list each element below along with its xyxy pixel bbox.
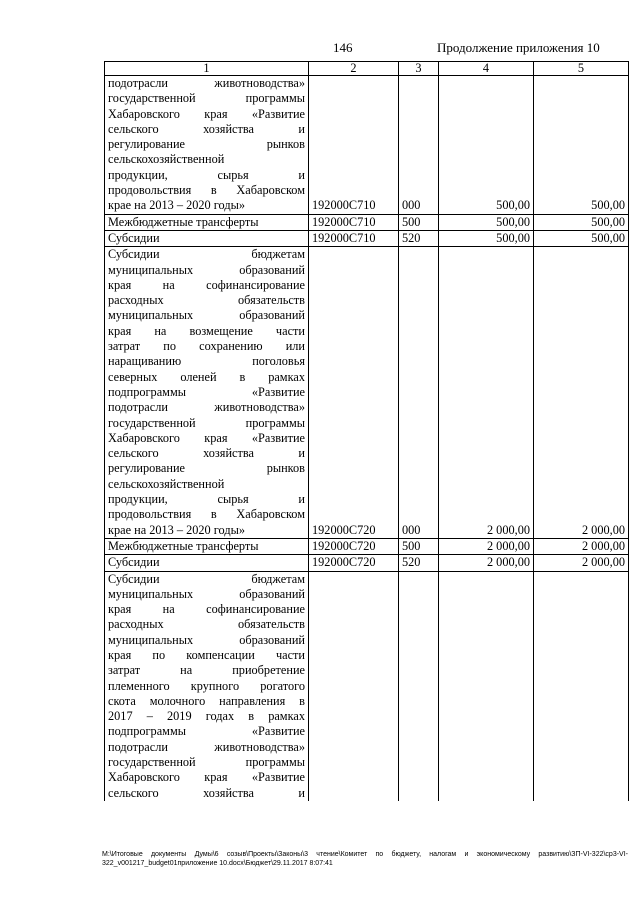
expense-name-line: затрат на приобретение [108, 663, 305, 678]
expense-name-line: края на софинансирование [108, 602, 305, 617]
amount-cell: 500,00 [439, 76, 534, 215]
amount-cell: 2 000,00 [534, 555, 629, 571]
column-header: 4 [439, 62, 534, 76]
expense-name-line: Субсидии бюджетам [108, 247, 305, 262]
table-row [105, 76, 629, 215]
expense-type-cell: 000 [399, 247, 439, 539]
target-code-cell [309, 571, 399, 801]
expense-name-line: Хабаровского края «Развитие [108, 106, 305, 121]
expense-name-cell [105, 76, 309, 215]
target-code-cell: 192000С710 [309, 214, 399, 230]
expense-name-line: продовольствия в Хабаровском [108, 507, 305, 522]
amount-cell: 500,00 [439, 214, 534, 230]
expense-name-line: регулирование рынков [108, 137, 305, 152]
expense-name-line: подотрасли животноводства» [108, 400, 305, 415]
column-header: 1 [105, 62, 309, 76]
amount-cell: 2 000,00 [439, 247, 534, 539]
expense-name-cell [105, 230, 309, 246]
expense-name-line: сельского хозяйства и [108, 785, 305, 800]
target-code-cell: 192000С720 [309, 538, 399, 554]
expense-name-line: подпрограммы «Развитие [108, 384, 305, 399]
expense-type-cell: 520 [399, 555, 439, 571]
target-code-cell: 192000С710 [309, 76, 399, 215]
expense-name-line: муниципальных образований [108, 632, 305, 647]
expense-name-line: Субсидии бюджетам [108, 571, 305, 586]
file-path-footer [102, 850, 628, 868]
expense-name-line: Субсидии [108, 230, 160, 245]
expense-name-line: продовольствия в Хабаровском [108, 183, 305, 198]
expense-name-cell [105, 214, 309, 230]
amount-cell [439, 571, 534, 801]
expense-name-line: государственной программы [108, 91, 305, 106]
expense-name-line: 2017 – 2019 годах в рамках [108, 709, 305, 724]
expense-type-cell: 500 [399, 214, 439, 230]
expense-name-cell [105, 571, 309, 801]
budget-table [104, 61, 629, 801]
column-header: 5 [534, 62, 629, 76]
expense-name-line: регулирование рынков [108, 461, 305, 476]
expense-name-line: Межбюджетные трансферты [108, 538, 259, 553]
expense-name-line: крае на 2013 – 2020 годы» [108, 522, 245, 537]
expense-name-line: скота молочного направления в [108, 693, 305, 708]
amount-cell: 500,00 [439, 230, 534, 246]
target-code-cell: 192000С720 [309, 247, 399, 539]
continuation-note: Продолжение приложения 10 [437, 40, 600, 55]
footer-line: М:\Итоговые документы Думы\6 созыв\Проекты\Законы\3 чтение\Комитет по бюджету, налогам и экономическому развитию\ЗП-VI-322\ср3-VI- [102, 851, 628, 858]
table-row [105, 230, 629, 246]
expense-name-line: подотрасли животноводства» [108, 739, 305, 754]
expense-name-line: края на возмещение части [108, 323, 305, 338]
target-code-cell: 192000С720 [309, 555, 399, 571]
expense-name-line: Межбюджетные трансферты [108, 214, 259, 229]
expense-name-line: края по компенсации части [108, 647, 305, 662]
expense-type-cell: 520 [399, 230, 439, 246]
amount-cell: 2 000,00 [534, 538, 629, 554]
table-row [105, 571, 629, 801]
expense-name-line: муниципальных образований [108, 262, 305, 277]
table-row [105, 247, 629, 539]
expense-name-line: государственной программы [108, 415, 305, 430]
expense-name-cell [105, 538, 309, 554]
expense-name-line: Хабаровского края «Развитие [108, 430, 305, 445]
column-header: 2 [309, 62, 399, 76]
expense-name-line: муниципальных образований [108, 586, 305, 601]
expense-name-line: затрат по сохранению или [108, 339, 305, 354]
table-row [105, 555, 629, 571]
expense-name-line: края на софинансирование [108, 277, 305, 292]
page-number: 146 [333, 40, 353, 55]
expense-name-line: муниципальных образований [108, 308, 305, 323]
expense-name-line: государственной программы [108, 755, 305, 770]
expense-name-cell [105, 555, 309, 571]
expense-name-line: северных оленей в рамках [108, 369, 305, 384]
expense-name-line: сельского хозяйства и [108, 446, 305, 461]
expense-name-line: сельского хозяйства и [108, 121, 305, 136]
expense-name-line: сельскохозяйственной [108, 152, 225, 167]
target-code-cell: 192000С710 [309, 230, 399, 246]
amount-cell: 500,00 [534, 230, 629, 246]
expense-name-line: племенного крупного рогатого [108, 678, 305, 693]
expense-name-line: сельскохозяйственной [108, 476, 225, 491]
expense-name-line: подпрограммы «Развитие [108, 724, 305, 739]
table-row [105, 214, 629, 230]
expense-name-line: Хабаровского края «Развитие [108, 770, 305, 785]
expense-name-line: продукции, сырья и [108, 492, 305, 507]
amount-cell: 500,00 [534, 214, 629, 230]
expense-name-line: Субсидии [108, 555, 160, 570]
amount-cell: 2 000,00 [439, 538, 534, 554]
expense-name-line: расходных обязательств [108, 617, 305, 632]
amount-cell: 2 000,00 [534, 247, 629, 539]
expense-name-cell [105, 247, 309, 539]
expense-name-line: крае на 2013 – 2020 годы» [108, 198, 245, 213]
footer-line: 322_v001217_budget01приложение 10.docx\Бюджет\29.11.2017 8:07:41 [102, 860, 333, 867]
expense-name-line: продукции, сырья и [108, 167, 305, 182]
amount-cell: 500,00 [534, 76, 629, 215]
expense-type-cell [399, 571, 439, 801]
column-header: 3 [399, 62, 439, 76]
expense-type-cell: 000 [399, 76, 439, 215]
amount-cell: 2 000,00 [439, 555, 534, 571]
table-row [105, 538, 629, 554]
amount-cell [534, 571, 629, 801]
table-header-row [105, 62, 629, 76]
expense-name-line: наращиванию поголовья [108, 354, 305, 369]
expense-name-line: подотрасли животноводства» [108, 76, 305, 90]
expense-type-cell: 500 [399, 538, 439, 554]
expense-name-line: расходных обязательств [108, 293, 305, 308]
